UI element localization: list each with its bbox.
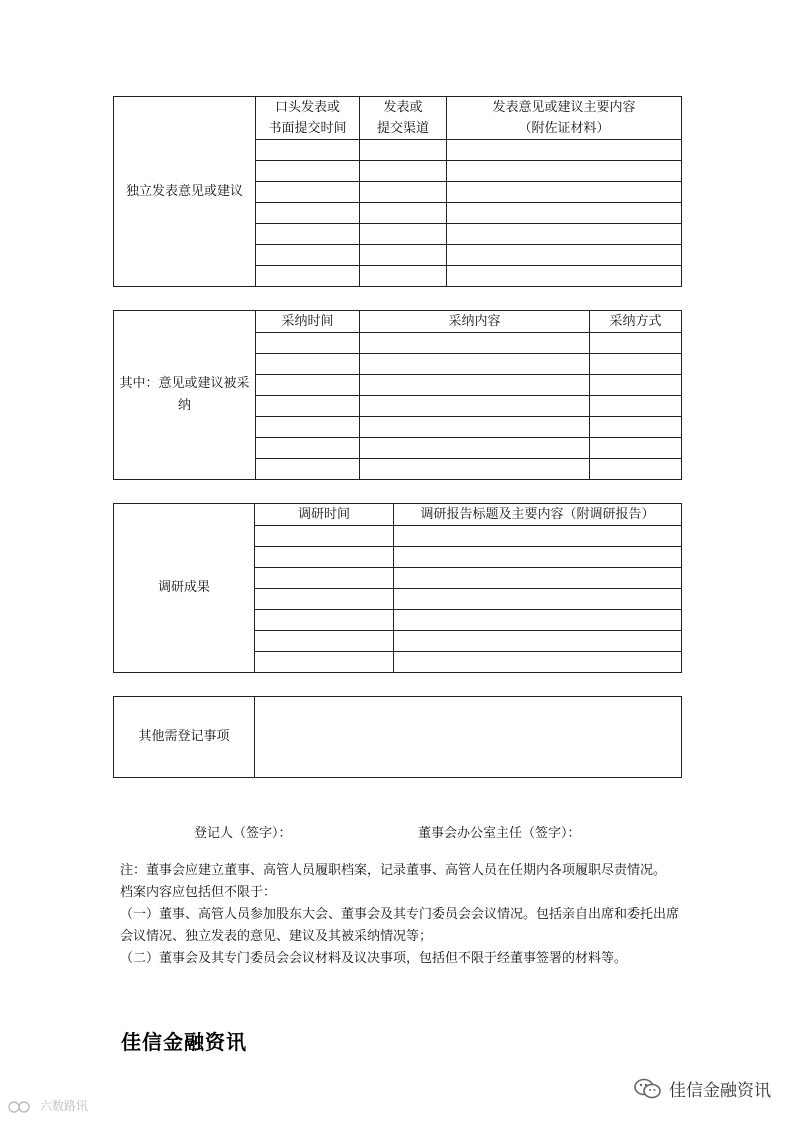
table-cell[interactable] bbox=[256, 140, 360, 161]
table-cell[interactable] bbox=[447, 161, 682, 182]
table-cell[interactable] bbox=[360, 161, 447, 182]
table-cell[interactable] bbox=[360, 266, 447, 287]
table-cell[interactable] bbox=[360, 245, 447, 266]
table-cell[interactable] bbox=[256, 459, 360, 480]
other-items-table bbox=[113, 696, 682, 778]
table-cell[interactable] bbox=[256, 224, 360, 245]
notes-block bbox=[120, 860, 685, 970]
table-cell[interactable] bbox=[394, 652, 682, 673]
opinion-section-label: 独立发表意见或建议 bbox=[114, 97, 256, 287]
note-paragraph: 档案内容应包括但不限于： bbox=[120, 885, 277, 900]
table-cell[interactable] bbox=[394, 547, 682, 568]
watermark-text: 六数路讯 bbox=[39, 1099, 88, 1113]
note-paragraph: （一）董事、高管人员参加股东大会、董事会及其专门委员会会议情况。包括亲自出席和委托出席会议情况、独立发表的意见、建议及其被采纳情况等； bbox=[120, 907, 680, 944]
table-cell[interactable] bbox=[256, 266, 360, 287]
header-adopt-method: 采纳方式 bbox=[590, 311, 682, 333]
table-cell[interactable] bbox=[255, 526, 394, 547]
research-section-label: 调研成果 bbox=[114, 504, 255, 673]
table-cell[interactable] bbox=[256, 333, 360, 354]
table-cell[interactable] bbox=[360, 417, 590, 438]
table-cell[interactable] bbox=[447, 203, 682, 224]
table-cell[interactable] bbox=[255, 589, 394, 610]
table-cell[interactable] bbox=[256, 396, 360, 417]
table-cell[interactable] bbox=[447, 245, 682, 266]
table-cell[interactable] bbox=[590, 417, 682, 438]
table-cell[interactable] bbox=[360, 354, 590, 375]
table-cell[interactable] bbox=[590, 333, 682, 354]
research-table bbox=[113, 503, 682, 673]
table-cell[interactable] bbox=[360, 224, 447, 245]
table-cell[interactable] bbox=[590, 438, 682, 459]
table-cell[interactable] bbox=[360, 140, 447, 161]
table-cell[interactable] bbox=[256, 182, 360, 203]
wechat-account-name: 佳信金融资讯 bbox=[669, 1081, 771, 1101]
header-submit-time bbox=[256, 97, 360, 140]
table-cell[interactable] bbox=[255, 547, 394, 568]
wechat-account-badge[interactable] bbox=[633, 1076, 771, 1101]
header-text: 发表或 bbox=[383, 100, 423, 115]
table-cell[interactable] bbox=[447, 182, 682, 203]
note-paragraph: 注：董事会应建立董事、高管人员履职档案，记录董事、高管人员在任期内各项履职尽责情况。 bbox=[120, 863, 667, 878]
header-text: 书面提交时间 bbox=[268, 121, 347, 136]
table-cell[interactable] bbox=[590, 459, 682, 480]
table-cell[interactable] bbox=[394, 631, 682, 652]
table-cell[interactable] bbox=[360, 182, 447, 203]
table-cell[interactable] bbox=[590, 396, 682, 417]
table-cell[interactable] bbox=[256, 354, 360, 375]
table-cell[interactable] bbox=[256, 203, 360, 224]
watermark-logo-icon bbox=[8, 1100, 36, 1114]
table-cell[interactable] bbox=[394, 589, 682, 610]
table-cell[interactable] bbox=[360, 203, 447, 224]
header-adopt-content: 采纳内容 bbox=[360, 311, 590, 333]
label-text: 其中：意见或建议被采纳 bbox=[119, 376, 250, 413]
table-cell[interactable] bbox=[360, 333, 590, 354]
table-cell[interactable] bbox=[255, 631, 394, 652]
header-content bbox=[447, 97, 682, 140]
director-signature-label: 董事会办公室主任（签字）： bbox=[418, 826, 581, 841]
header-adopt-time: 采纳时间 bbox=[256, 311, 360, 333]
other-items-field[interactable] bbox=[255, 697, 682, 778]
table-cell[interactable] bbox=[255, 610, 394, 631]
table-cell[interactable] bbox=[255, 652, 394, 673]
table-cell[interactable] bbox=[256, 161, 360, 182]
header-text: （附佐证材料） bbox=[518, 121, 610, 136]
watermark bbox=[8, 1097, 88, 1114]
table-cell[interactable] bbox=[394, 610, 682, 631]
table-cell[interactable] bbox=[447, 266, 682, 287]
header-research-time: 调研时间 bbox=[255, 504, 394, 526]
table-cell[interactable] bbox=[256, 417, 360, 438]
header-text: 发表意见或建议主要内容 bbox=[492, 100, 636, 115]
opinion-table bbox=[113, 96, 682, 287]
table-cell[interactable] bbox=[360, 438, 590, 459]
header-text: 口头发表或 bbox=[274, 100, 340, 115]
other-items-label: 其他需登记事项 bbox=[114, 697, 255, 778]
registrar-signature-label: 登记人（签字）： bbox=[194, 826, 292, 841]
adoption-section-label bbox=[114, 311, 256, 480]
table-cell[interactable] bbox=[394, 568, 682, 589]
adoption-table bbox=[113, 310, 682, 480]
table-cell[interactable] bbox=[256, 375, 360, 396]
table-cell[interactable] bbox=[590, 375, 682, 396]
table-cell[interactable] bbox=[447, 140, 682, 161]
table-cell[interactable] bbox=[360, 396, 590, 417]
header-text: 提交渠道 bbox=[376, 121, 429, 136]
header-research-report: 调研报告标题及主要内容（附调研报告） bbox=[394, 504, 682, 526]
note-paragraph: （二）董事会及其专门委员会会议材料及议决事项，包括但不限于经董事签署的材料等。 bbox=[120, 951, 628, 966]
table-cell[interactable] bbox=[255, 568, 394, 589]
table-cell[interactable] bbox=[360, 375, 590, 396]
wechat-icon bbox=[633, 1077, 663, 1101]
table-cell[interactable] bbox=[360, 459, 590, 480]
header-channel bbox=[360, 97, 447, 140]
table-cell[interactable] bbox=[256, 438, 360, 459]
table-cell[interactable] bbox=[394, 526, 682, 547]
table-cell[interactable] bbox=[590, 354, 682, 375]
brand-signature: 佳信金融资讯 bbox=[121, 1030, 247, 1054]
table-cell[interactable] bbox=[447, 224, 682, 245]
table-cell[interactable] bbox=[256, 245, 360, 266]
